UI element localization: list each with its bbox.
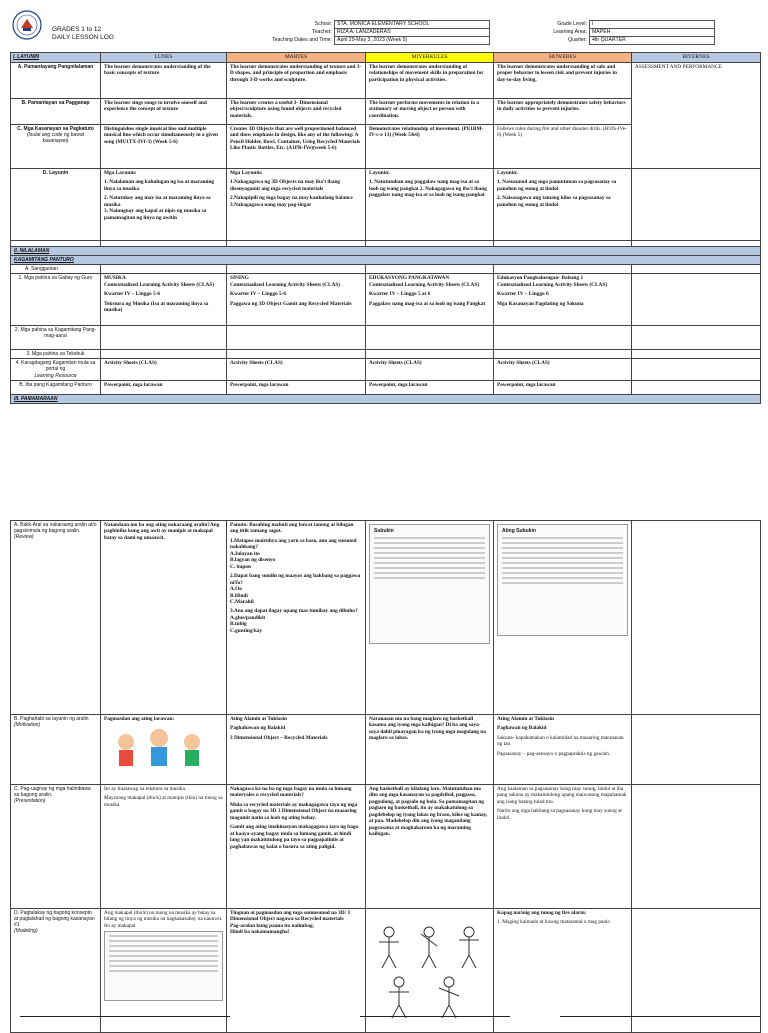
text: Pagmasdan ang ating larawan:: [104, 716, 175, 722]
text: Tingnan at pagmasdan ang mga sumusunod na 3D/ 3 Dimensional Object nagawa sa Recycled materials: [230, 910, 351, 923]
cell: [494, 274, 632, 326]
day-biyernes: BIYERNES: [632, 53, 761, 63]
school-label: School:: [314, 21, 332, 27]
section-layunin: I. LAYUNIN: [11, 53, 101, 63]
text: Tekstura ng Musika (Isa at maraming linya sa musika): [104, 300, 209, 314]
cell: Demonstrates relationship of movement. (PE1BM-IV-c-e 13) (Week 5&6): [366, 125, 494, 169]
cell: [101, 274, 227, 326]
text: Ating Alamin at Tuklasin: [230, 716, 287, 722]
text: 2. Naisasagawa ang tamang kilos sa pagsasanay sa panahon ng sunog at lindol: [497, 195, 611, 208]
row-kagamitang-pang-mag-aaral: [11, 326, 761, 350]
text: 1.Matapos mairuhya ang yarn sa baso, ano ang susunod nakahkang?: [230, 537, 357, 551]
cell: The learner demonstrates understanding of safe and proper behavior to lessen risk and prevent injuries in day-to-day living.: [494, 63, 632, 99]
assessment-cell: ASSESSMENT AND PERFORMANCE: [632, 63, 761, 169]
procedure-table: [10, 520, 761, 1033]
text: A.Oo: [230, 586, 242, 593]
cell: Powerpoint, mga larawan: [494, 380, 632, 394]
cell: [366, 909, 494, 1033]
cell: [366, 274, 494, 326]
music-lines-image: [104, 931, 223, 1001]
text: C. itapon: [230, 563, 251, 570]
text: 3. Naiuugnay ang kapal at nipis ng musika sa pamamagitan ng linya ng awitin: [104, 208, 207, 221]
text: C.gunting/kay: [230, 627, 263, 634]
cell: [227, 909, 366, 1033]
cell: [227, 169, 366, 241]
day-huwebes: HUWEBES: [494, 53, 632, 63]
text: Panuto: Basahing mabuti ang bawat tanong at bilugan ang titik tamang sagot.: [230, 522, 354, 535]
text: Kwarter IV – Linggo 5-6: [230, 291, 287, 298]
text: B.tubig: [230, 621, 247, 628]
text: Mayroong makapal (thick) at manipis (thin) na tunog sa musika.: [104, 795, 223, 808]
learning-area-value: MAPEH: [589, 29, 714, 37]
text: 1. Natututuhan ang paggalaw nang mag-isa at sa loob ng isang pangkat 2. Nakagagawa ng iba't ibang paggalaw nang mag-isa at sa loob ng isang pangkat: [369, 179, 487, 199]
cell: [227, 785, 366, 909]
label-text: 4. Karagdagang Kagamitan mula sa portal ng: [15, 360, 96, 373]
cell: [494, 169, 632, 241]
grades-title: GRADES 1 to 12: [52, 26, 102, 33]
text: 3.Nakagagawa nang may pag-iingat: [230, 201, 311, 208]
row-label: [11, 125, 101, 169]
row-learning-resource: [11, 359, 761, 380]
text: MUSIKA: [104, 275, 126, 282]
section-kagamitan: KAGAMITANG PANTURO: [11, 256, 761, 265]
label-note: (Isulat ang code ng bawat kasanayan): [26, 132, 85, 145]
text: Pagsasanay – pag-aensayo o pagpapraktis ng gawain.: [497, 750, 611, 757]
cell: Naranasan mo na bang maglaro ng basketball kasama ang iyong mga kaibigan? Di ba ang saya-saya dahil pinayagan ka ng iyong mga magulang na maglaro sa labas.: [366, 715, 494, 785]
row-balik-aral: [11, 521, 761, 715]
dates-value: April 29-May 3, 2023 (Week 5): [334, 37, 489, 45]
text: 3 Dimensional Object – Recycled Materials: [230, 734, 328, 741]
label-note: (Motivation): [14, 722, 41, 729]
row-label: [11, 359, 101, 380]
cell: The learner demonstrates understanding of relationships of movement skills in preparation for participation in physical activities.: [366, 63, 494, 99]
cell: The learner demonstrates understanding of the basic concepts of texture: [101, 63, 227, 99]
cell: The learner creates a useful 3- Dimensional object/sculpture using found objects and recycled materials.: [227, 99, 366, 125]
text: EDUKASYONG PANGKATAWAN: [369, 275, 450, 282]
text: Ang kaalaman sa pagsasanay kung may sunog, lindol at iba pang sakuna ay makatutulong upang maiwasang mapahamak ang isang batang tulad mo.: [497, 786, 627, 805]
section-row: [11, 394, 761, 403]
cell: [101, 715, 227, 785]
label-note: (Review): [14, 534, 34, 541]
text: Mga Layunin:: [104, 170, 137, 176]
worksheet-image: [497, 524, 628, 636]
cell: The learner sings songs to involve oneself and experience the concept of texture: [101, 99, 227, 125]
cell: Follows rules during fire and other disaster drills. (H1IS-IVe-6) (Week 5): [494, 125, 632, 169]
cell: Creates 3D Objects that are well proportioned balanced and show emphasis in design, like any of the following: A Pencil Holder, Bowl, Container, Using Recycled Materials Like Plastic Bottles, Etc. (A1PR-IVe)(week 5-6): [227, 125, 366, 169]
cell: [366, 521, 494, 715]
text: Narito ang mga hakbang sa pagsasanay kung may sunog at lindol.: [497, 808, 622, 821]
text: Contextualized Learning Activity Sheets (CLAS): [497, 281, 608, 288]
label-note: Learning Resource: [34, 372, 77, 379]
text: Sakuna- kapahamakan o kalamidad na maaaring maranasan ng tao.: [497, 734, 624, 748]
signature-line-middle: [360, 1016, 510, 1017]
text: B.lagyan ng disenyo: [230, 557, 276, 564]
cell: Powerpoint, mga larawan: [101, 380, 227, 394]
text: 1. Nasusunod ang mga panuntunan sa pagsasanay sa panahon ng sunog at lindol: [497, 179, 617, 192]
text: Mga Layunin:: [230, 170, 263, 176]
label-note: (Modeling): [14, 928, 38, 935]
text: A.glue/pandikit: [230, 614, 266, 621]
row-pamantayang-pangnilalaman: [11, 63, 761, 99]
cell: [227, 715, 366, 785]
cell: [227, 274, 366, 326]
text: Pag-aralan kung paano ito naiimbag.: [230, 922, 315, 929]
children-singing-image: [104, 722, 214, 770]
cell: [494, 909, 632, 1033]
text: Mula sa recycled materials ay makagagawa tayo ng mga gamit o bagay na 3D 3 Dimensional Object na maaaring magamit natin sa loob ng ating bahay.: [230, 801, 358, 821]
text: Ating Alamin at Tuklasin: [497, 716, 554, 722]
day-header-row: [11, 53, 761, 63]
day-lunes: LUNES: [101, 53, 227, 63]
section-row: [11, 247, 761, 256]
text: 3.Ano ang dapat ilagay upang mas tumibay ang dibuho?: [230, 608, 358, 615]
cell: Activity Sheets (CLAS): [227, 359, 366, 380]
label-text: C. Pag-uugnay ng mga halimbawa sa bagong aralin.: [14, 786, 91, 799]
cell: [101, 909, 227, 1033]
row-label: [11, 521, 101, 715]
cell: [101, 785, 227, 909]
cell: Ang basketball ay kilalang laro. Matututuhan mo dito ang mga kasanayan sa pagdribol, pagpasa, pagpulong, at pagsalo ng bola. Sa pamamagitan ng paglaro ng basketball, ito ay makakatulong sa pagdebelop ng iyong lakas ng braso, kilos ng kamay, at paa. Madebelop din ang iyong magandang pagsasama at magkakaroon ka ng maraming kaibigan.: [366, 785, 494, 909]
label-text: D. Pagtalakay ng bagong konsepto at paglalahad ng bagong kasanayan #1: [14, 910, 95, 929]
text: 1.Nakagagawa ng 3D Objects na may iba't ibang disenyogamit ang mga recycled materials: [230, 179, 341, 192]
cell: [101, 169, 227, 241]
lesson-log-table: [10, 52, 761, 404]
cell: The learner performs movements in relation to a stationary or moving object or person with coordination.: [366, 99, 494, 125]
cell: Activity Sheets (CLAS): [494, 359, 632, 380]
text: 2.Dapat bang sundin ng maayos ang hakbang sa paggawa niTo?: [230, 573, 361, 586]
row-label: [11, 785, 101, 909]
row-label: [11, 909, 101, 1033]
text: Kwarter IV – Linggo 5 at 6: [369, 291, 431, 298]
text: Paggalaw nang mag-isa at sa loob ng isang Pangkat: [369, 300, 486, 307]
row-paghahabi: [11, 715, 761, 785]
teacher-label: Teacher:: [312, 29, 332, 35]
text: Kapag narinig ang tunog ng fire alarm:: [497, 910, 587, 916]
cell: [366, 169, 494, 241]
cell: Natandaan mo ba ang ating nakaraang aralin?Ang paghiniha kung ang awit ay manipis at makapal batay sa dami ng umaawit.: [101, 521, 227, 715]
row-label: D. Layunin: [11, 169, 101, 241]
row-label: 1. Mga pahina sa Gabay ng Guro: [11, 274, 101, 326]
text: Contextualized Learning Activity Sheets (CLAS): [104, 281, 215, 288]
dates-label: Teaching Dates and Time:: [272, 37, 332, 43]
grade-level-label: Grade Level:: [557, 21, 587, 27]
row-iba-pang-kagamitan: [11, 380, 761, 394]
quarter-value: 4th QUARTER: [589, 37, 714, 45]
row-pag-uugnay: [11, 785, 761, 909]
row-pagtalakay: [11, 909, 761, 1033]
text: 2. Natutukoy ang may isa at maraming linya sa musika: [104, 195, 211, 208]
quarter-label: Quarter:: [567, 37, 587, 43]
label-text: A. Balik-Aral sa nakaraang aralin at/o pagsisimula ng bagong aralin.: [14, 522, 97, 535]
text: Hindi ba nakamamangha!: [230, 929, 290, 936]
cell: Powerpoint, mga larawan: [227, 380, 366, 394]
text: C.Marahil: [230, 598, 254, 605]
section-nilalaman: II. NILALAMAN: [11, 247, 761, 256]
row-label: A. Pamantayang Pangnilalaman: [11, 63, 101, 99]
text: 1. Maging kalmado at huwag matarantal o mag panic.: [497, 919, 612, 926]
cell: The learner demonstrates understanding of texture and 3-D shapes, and principle of proportion and emphasis through 3-D works and sculpture.: [227, 63, 366, 99]
text: Paghawan ng Balakid: [497, 725, 547, 732]
grade-level-value: I: [589, 21, 714, 29]
text: Paggawa ng 3D Object Gamit ang Recycled Materials: [230, 300, 352, 307]
cell: [227, 521, 366, 715]
row-teksbuk: [11, 350, 761, 359]
cell: [494, 521, 632, 715]
day-miyerkules: MIYERKULES: [366, 53, 494, 63]
row-gabay-guro: [11, 274, 761, 326]
day-martes: MARTES: [227, 53, 366, 63]
section-row: [11, 256, 761, 265]
cell: Distinguishes single musical line and multiple musical line which occur simultaneously in a given song (MU1TX-IVf-3) (Week 5-6): [101, 125, 227, 169]
row-label: [11, 715, 101, 785]
header-info-table: [270, 20, 715, 45]
text: Paghahawan ng Balakid: [230, 725, 286, 732]
section-pamamaraan: III. PAMAMARAAN: [11, 394, 761, 403]
row-label: A. Sanggunian: [11, 265, 101, 274]
worksheet-title: Subukin: [374, 528, 394, 534]
text: Layunin:: [369, 170, 390, 176]
cell: Powerpoint, mga larawan: [366, 380, 494, 394]
learning-area-label: Learning Area:: [553, 29, 587, 35]
label-note: (Presentation): [14, 798, 46, 805]
text: Ang makapal (thick) na tunog na musika ay batay sa bilang ng linya ng musika na nagkakasabay na nauuwit. Ito ay makapal: [104, 910, 223, 929]
text: Layunin:: [497, 170, 518, 176]
text: Mga Kasanayan Pagdating ng Sakuna: [497, 300, 584, 307]
row-label: B. Iba pang Kagamitang Panturo: [11, 380, 101, 394]
cell: [632, 169, 761, 241]
teacher-value: RIZA A. LANZADERAS: [334, 29, 489, 37]
cell: The learner appropriately demonstrates safety behaviors in daily activities to prevent injuries.: [494, 99, 632, 125]
text: Contextualized Learning Activity Sheets (CLAS): [230, 281, 341, 288]
row-label: B. Pamantayan sa Pagganap: [11, 99, 101, 125]
school-value: STA. MONICA ELEMENTARY SCHOOL: [334, 21, 489, 29]
row-sanggunian: [11, 265, 761, 274]
text: Kwarter IV – Linggo 5-6: [104, 291, 161, 298]
text: Kwarter IV – Linggo 6: [497, 291, 549, 298]
row-layunin: [11, 169, 761, 241]
text: 1. Nalalaman ang kahulugan ng isa at maraming linya sa musika: [104, 179, 215, 192]
worksheet-title: Ating Subukin: [502, 528, 536, 534]
text: Edukasyon Pangkalusugan- Baitang 1: [497, 275, 584, 282]
worksheet-image: [369, 524, 490, 644]
row-label: 3. Mga pahina sa Teksbuk: [11, 350, 101, 359]
text: A.Iulayan ito: [230, 550, 260, 557]
text: Nakagawa ka na ba ng mga bagay na mula sa lumang materyales o recycled materials?: [230, 786, 352, 799]
row-label: 2. Mga pahina sa Kagamitang Pang-mag-aaral: [11, 326, 101, 350]
text: SINING: [230, 275, 249, 282]
label-text: C. Mga Kasanayan sa Pagkatuto: [17, 126, 94, 132]
deped-seal-icon: [12, 10, 42, 40]
text: Contextualized Learning Activity Sheets (CLAS): [369, 281, 480, 288]
signature-line-right: [560, 1016, 760, 1017]
cell: Activity Sheets (CLAS): [366, 359, 494, 380]
signature-line-left: [20, 1016, 230, 1017]
lesson-log-title: DAILY LESSON LOG: [52, 34, 114, 41]
text: B.Hindi: [230, 592, 248, 599]
text: Gamit ang ating imahinasyon makagagawa tayo ng bago at kaaya-ayang bagay mula sa lumang gamit, at hindi lang yan makatutulong pa tayo sa pagpapaliniis at paghabawas ng kalat o basura sa ating paligid.: [230, 824, 359, 850]
cell: [494, 715, 632, 785]
cell: Activity Sheets (CLAS): [101, 359, 227, 380]
movement-figures-image: [369, 910, 489, 1022]
cell: [494, 785, 632, 909]
label-text: B. Paghahabi sa layunin ng aralin: [14, 716, 89, 722]
text: 2.Nakapipili ng mga bagay na may kaukulang balance: [230, 195, 353, 202]
text: Ito ay tinatawag na tekstura sa musika.: [104, 786, 187, 792]
